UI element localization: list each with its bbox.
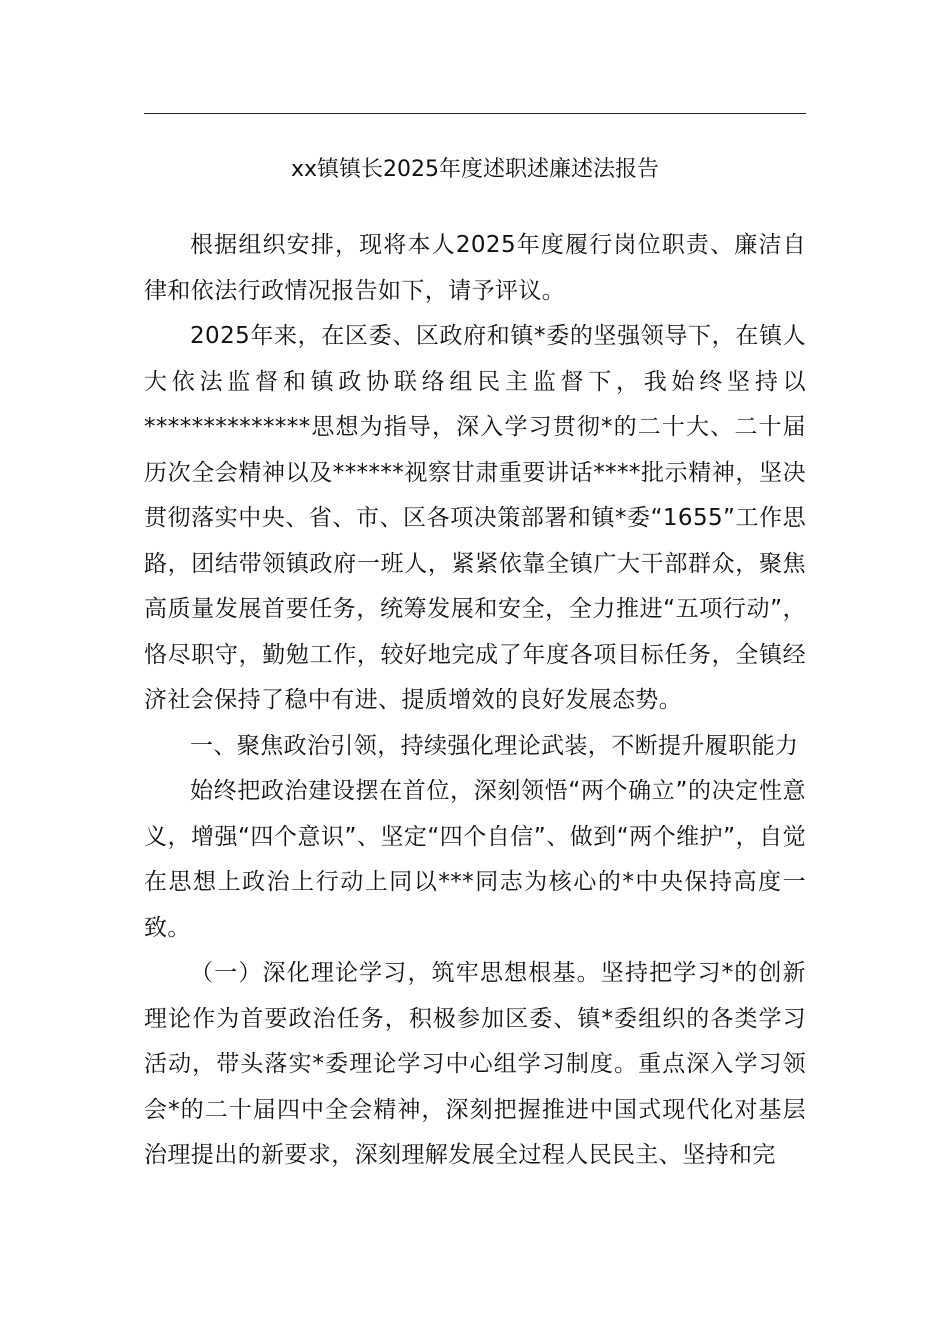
- document-body: [144, 223, 806, 1179]
- paragraph-section-1-intro: 始终把政治建设摆在首位，深刻领悟“两个确立”的决定性意义，增强“四个意识”、坚定“四个自信”、做到“两个维护”，自觉在思想上政治上行动上同以***同志为核心的*中央保持高度一致。: [144, 778, 806, 941]
- paragraph-subsection-1: （一）深化理论学习，筑牢思想根基。坚持把学习*的创新理论作为首要政治任务，积极参加区委、镇*委组织的各类学习活动，带头落实*委理论学习中心组学习制度。重点深入学习领会*的二十届四中全会精神，深刻把握推进中国式现代化对基层治理提出的新要求，深刻理解发展全过程人民民主、坚持和完: [144, 960, 806, 1168]
- document-title: xx镇镇长2025年度述职述廉述法报告: [290, 157, 660, 182]
- paragraph-overview: 2025年来，在区委、区政府和镇*委的坚强领导下，在镇人大依法监督和镇政协联络组民主监督下，我始终坚持以**************思想为指导，深入学习贯彻*的二十大、二十届历次全会精神以及******视察甘肃重要讲话****批示精神，坚决贯彻落实中央、省、市、区各项决策部署和镇*委“1655”工作思路，团结带领镇政府一班人，紧紧依靠全镇广大干部群众，聚焦高质量发展首要任务，统筹发展和安全，全力推进“五项行动”，恪尽职守，勤勉工作，较好地完成了年度各项目标任务，全镇经济社会保持了稳中有进、提质增效的良好发展态势。: [144, 323, 806, 713]
- section-heading-1: 一、聚焦政治引领，持续强化理论武装，不断提升履职能力: [190, 732, 799, 759]
- paragraph-intro: 根据组织安排，现将本人2025年度履行岗位职责、廉洁自律和依法行政情况报告如下，请予评议。: [144, 232, 806, 304]
- header-rule: [144, 113, 806, 114]
